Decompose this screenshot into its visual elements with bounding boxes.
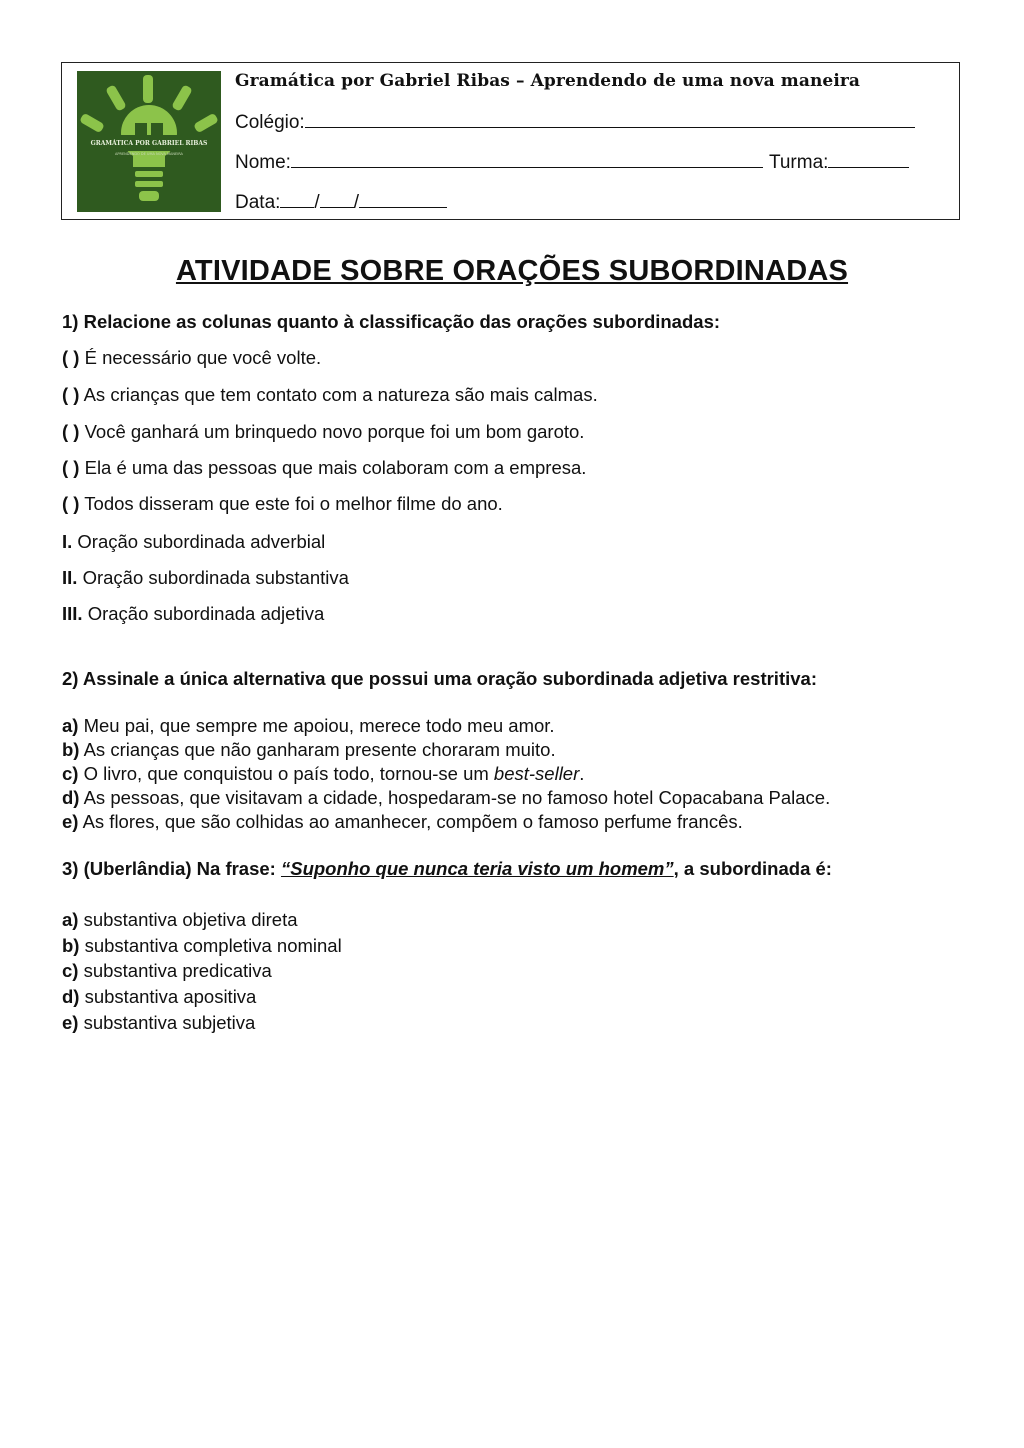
date-label: Data: xyxy=(235,192,281,213)
q3-prompt-text: , a subordinada é: xyxy=(673,858,832,879)
q1-item xyxy=(62,457,586,479)
header-box xyxy=(61,62,960,220)
date-separator: / xyxy=(353,192,359,213)
option-label: d) xyxy=(62,986,80,1007)
school-label: Colégio: xyxy=(235,112,305,133)
q1-item xyxy=(62,493,503,515)
option-text: Meu pai, que sempre me apoiou, merece todo meu amor. xyxy=(83,715,555,736)
q1-item xyxy=(62,384,598,406)
name-field[interactable] xyxy=(235,149,909,174)
q3-option[interactable] xyxy=(62,909,298,931)
q1-option xyxy=(62,531,325,553)
q2-option[interactable] xyxy=(62,787,830,809)
option-label: a) xyxy=(62,909,79,930)
q1-item-text: As crianças que tem contato com a natureza são mais calmas. xyxy=(83,384,598,405)
option-label: c) xyxy=(62,763,79,784)
option-text: Oração subordinada adverbial xyxy=(77,531,326,552)
option-text: O livro, que conquistou o país todo, tornou-se um xyxy=(83,763,494,784)
class-line[interactable] xyxy=(828,149,909,168)
option-text: substantiva subjetiva xyxy=(83,1012,256,1033)
option-label: III. xyxy=(62,603,83,624)
option-label: b) xyxy=(62,739,80,760)
class-label: Turma: xyxy=(768,152,829,173)
option-text: As flores, que são colhidas ao amanhecer, compõem o famoso perfume francês. xyxy=(82,811,743,832)
option-text: substantiva apositiva xyxy=(84,986,257,1007)
q1-prompt: 1) Relacione as colunas quanto à classificação das orações subordinadas: xyxy=(62,311,721,332)
lightbulb-logo-icon xyxy=(77,71,221,212)
option-label: e) xyxy=(62,811,79,832)
date-year-line[interactable] xyxy=(359,189,447,208)
page-title: ATIVIDADE SOBRE ORAÇÕES SUBORDINADAS xyxy=(175,255,849,287)
q1-item-text: Ela é uma das pessoas que mais colaboram com a empresa. xyxy=(84,457,587,478)
date-month-line[interactable] xyxy=(320,189,354,208)
option-label: d) xyxy=(62,787,80,808)
q2-option[interactable] xyxy=(62,763,584,785)
q3-prompt-text: 3) (Uberlândia) Na frase: xyxy=(62,858,281,879)
q3-option[interactable] xyxy=(62,960,272,982)
option-text: substantiva objetiva direta xyxy=(83,909,298,930)
answer-bracket[interactable]: ( ) xyxy=(62,347,80,368)
answer-bracket[interactable]: ( ) xyxy=(62,493,80,514)
date-field[interactable] xyxy=(235,189,447,214)
q2-option[interactable] xyxy=(62,739,556,761)
option-text: . xyxy=(579,763,585,784)
option-text: substantiva predicativa xyxy=(83,960,272,981)
option-text: As pessoas, que visitavam a cidade, hospedaram-se no famoso hotel Copacabana Palace. xyxy=(83,787,831,808)
date-separator: / xyxy=(314,192,320,213)
q3-option[interactable] xyxy=(62,1012,255,1034)
q3-option[interactable] xyxy=(62,935,342,957)
q1-item-text: Todos disseram que este foi o melhor filme do ano. xyxy=(84,493,503,514)
date-day-line[interactable] xyxy=(280,189,314,208)
q1-item xyxy=(62,347,321,369)
q2-prompt: 2) Assinale a única alternativa que possui uma oração subordinada adjetiva restritiva: xyxy=(62,668,817,689)
option-label: I. xyxy=(62,531,73,552)
option-label: II. xyxy=(62,567,78,588)
option-label: c) xyxy=(62,960,79,981)
name-label: Nome: xyxy=(235,152,291,173)
logo-subtext: APRENDENDO DE UMA NOVA MANEIRA xyxy=(115,152,183,156)
q3-quote: “Suponho que nunca teria visto um homem” xyxy=(280,858,674,879)
name-line[interactable] xyxy=(291,149,763,168)
q1-option xyxy=(62,567,349,589)
option-label: e) xyxy=(62,1012,79,1033)
option-italic-text: best-seller xyxy=(493,763,580,784)
q3-prompt xyxy=(62,858,832,880)
option-text: As crianças que não ganharam presente choraram muito. xyxy=(83,739,556,760)
q2-option[interactable] xyxy=(62,811,743,833)
q1-option xyxy=(62,603,324,625)
option-label: a) xyxy=(62,715,79,736)
answer-bracket[interactable]: ( ) xyxy=(62,457,80,478)
option-text: substantiva completiva nominal xyxy=(84,935,342,956)
answer-bracket[interactable]: ( ) xyxy=(62,384,80,405)
q3-option[interactable] xyxy=(62,986,256,1008)
answer-bracket[interactable]: ( ) xyxy=(62,421,80,442)
option-text: Oração subordinada substantiva xyxy=(82,567,349,588)
q1-item-text: É necessário que você volte. xyxy=(84,347,322,368)
q1-item-text: Você ganhará um brinquedo novo porque foi um bom garoto. xyxy=(84,421,585,442)
option-text: Oração subordinada adjetiva xyxy=(87,603,325,624)
logo xyxy=(77,71,221,212)
option-label: b) xyxy=(62,935,80,956)
logo-text: GRAMÁTICA POR GABRIEL RIBAS xyxy=(90,140,208,147)
q1-item xyxy=(62,421,584,443)
q2-option[interactable] xyxy=(62,715,555,737)
school-line[interactable] xyxy=(305,109,915,128)
school-field[interactable] xyxy=(235,109,915,134)
header-title: Gramática por Gabriel Ribas – Aprendendo de uma nova maneira xyxy=(235,71,861,91)
